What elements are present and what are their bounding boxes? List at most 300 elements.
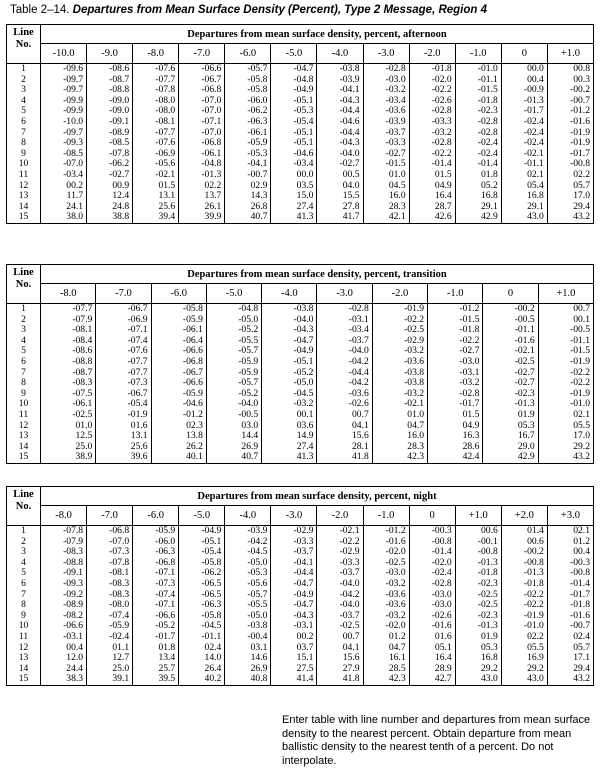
table-cell: -02.4 <box>523 115 544 127</box>
table-cell: -03.0 <box>385 567 406 579</box>
table-cell: 16.9 <box>527 652 544 664</box>
table-cell: 04.1 <box>351 419 369 431</box>
table-cell: -01.8 <box>570 599 590 611</box>
table-cell: 01.5 <box>158 179 176 191</box>
table-cell: -07.4 <box>109 609 130 621</box>
table-cell: 25.0 <box>75 440 93 452</box>
table-cell: 01.2 <box>573 535 590 547</box>
table-cell: -03.9 <box>339 73 360 85</box>
table-cell: -08.8 <box>63 556 84 568</box>
table-cell: -00.8 <box>431 535 452 547</box>
table-cell: 29.0 <box>517 440 535 452</box>
table-cell: -04.1 <box>293 556 314 568</box>
table-cell: -05.9 <box>109 620 130 632</box>
table-cell: -02.5 <box>385 556 406 568</box>
table-cell: 29.2 <box>480 662 498 674</box>
table-cell: -02.8 <box>477 126 498 138</box>
table-cell: -02.7 <box>109 168 130 180</box>
table-cell: -08.3 <box>109 577 130 589</box>
table-cell: 01.5 <box>434 168 452 180</box>
table-cell: -09.6 <box>63 63 84 74</box>
table-cell: -04.9 <box>293 84 314 96</box>
column-header: -6.0 <box>225 44 271 64</box>
table-cell: 01.1 <box>112 641 130 653</box>
table-cell: 29.1 <box>527 200 544 212</box>
table-cell: 24.1 <box>66 200 84 212</box>
table-cell: 28.9 <box>434 662 452 674</box>
table-cell: -08.4 <box>72 334 93 346</box>
line-number: 3 <box>21 324 26 336</box>
table-cell: -05.8 <box>247 73 268 85</box>
table-cell: -06.7 <box>127 387 148 399</box>
table-cell: -04.8 <box>238 303 259 314</box>
table-cell: -06.6 <box>201 63 222 74</box>
table-cell: -02.5 <box>404 324 425 336</box>
table-cell: -01.9 <box>127 408 148 420</box>
table-cell: 14.3 <box>250 190 268 202</box>
table-cell: -02.9 <box>293 525 314 536</box>
table-cell: -02.4 <box>523 126 544 138</box>
table-cell: 17.0 <box>573 190 590 202</box>
table-cell: 04.5 <box>388 179 406 191</box>
table-cell: -03.8 <box>404 377 425 389</box>
table-cell: -00.2 <box>570 84 590 96</box>
table-cell: -02.1 <box>523 147 544 159</box>
data-column <box>87 64 133 224</box>
table-cell: -07.0 <box>201 94 222 106</box>
table-cell: -03.8 <box>404 366 425 378</box>
table-cell: -04.7 <box>293 577 314 589</box>
table-cell: -07.1 <box>201 115 222 127</box>
column-header: -3.0 <box>271 506 317 526</box>
data-column <box>87 526 133 686</box>
table-cell: 40.7 <box>241 451 259 463</box>
table-cell: -05.8 <box>247 84 268 96</box>
table-cell: -03.6 <box>385 588 406 600</box>
table-cell: -01.0 <box>523 620 544 632</box>
table-cell: -08.8 <box>109 84 130 96</box>
table-cell: -08.7 <box>109 73 130 85</box>
line-number: 12 <box>18 419 29 431</box>
table-cell: -03.7 <box>339 609 360 621</box>
column-header: -4.0 <box>225 506 271 526</box>
table-cell: -00.8 <box>477 546 498 558</box>
table-cell: -01.4 <box>570 577 590 589</box>
line-number: 12 <box>18 179 29 191</box>
column-header: -10.0 <box>41 44 87 64</box>
table-cell: -10.0 <box>63 115 84 127</box>
column-header: +2.0 <box>501 506 547 526</box>
table-cell: -03.4 <box>348 324 369 336</box>
table-cell: -03.1 <box>459 366 480 378</box>
table-cell: -03.1 <box>293 620 314 632</box>
column-header: -4.0 <box>262 284 317 304</box>
table-cell: -01.3 <box>477 556 498 568</box>
table-cell: 15.6 <box>342 652 360 664</box>
table-cell: 26.1 <box>204 200 222 212</box>
table-cell: -02.3 <box>477 609 498 621</box>
line-number: 11 <box>18 408 29 420</box>
table-cell: -00.8 <box>523 556 544 568</box>
table-cell: -08.1 <box>155 115 176 127</box>
table-cell: 00.8 <box>573 63 590 74</box>
table-cell: 25.0 <box>112 662 130 674</box>
data-column <box>538 304 593 464</box>
data-column <box>455 526 501 686</box>
table-cell: -02.4 <box>477 147 498 159</box>
table-cell: 13.7 <box>204 190 222 202</box>
table-cell: 40.8 <box>250 673 268 685</box>
data-column <box>501 64 547 224</box>
table-cell: -05.4 <box>293 115 314 127</box>
table-cell: 01.6 <box>434 630 452 642</box>
table-cell: 00.2 <box>296 630 314 642</box>
table-cell: -00.5 <box>570 324 590 336</box>
table-cell: -00.3 <box>431 525 452 536</box>
table-cell: -04.0 <box>238 398 259 410</box>
table-cell: -02.5 <box>477 599 498 611</box>
table-cell: -02.4 <box>109 630 130 642</box>
table-cell: 00.4 <box>527 73 544 85</box>
section-heading: Departures from mean surface density, percent, afternoon <box>41 25 594 44</box>
table-cell: -03.3 <box>431 115 452 127</box>
table-cell: -06.1 <box>182 324 203 336</box>
table-cell: 01.8 <box>480 168 498 180</box>
line-number: 2 <box>21 535 26 547</box>
line-number-column <box>7 526 41 686</box>
table-cell: -01.2 <box>182 408 203 420</box>
table-cell: 05.1 <box>434 641 452 653</box>
table-cell: 43.2 <box>573 673 590 685</box>
table-cell: -01.7 <box>459 398 480 410</box>
table-cell: -07.1 <box>155 599 176 611</box>
table-cell: -02.1 <box>404 398 425 410</box>
table-cell: 00.1 <box>296 408 314 420</box>
table-cell: -05.3 <box>247 147 268 159</box>
table-cell: 01.5 <box>462 408 480 420</box>
table-cell: -05.7 <box>238 345 259 357</box>
table-cell: 17.1 <box>573 652 590 664</box>
column-header: -2.0 <box>317 506 363 526</box>
table-cell: -01.1 <box>514 324 535 336</box>
data-column <box>133 526 179 686</box>
table-cell: 41.8 <box>342 673 360 685</box>
table-cell: -04.5 <box>247 546 268 558</box>
table-cell: -04.2 <box>247 535 268 547</box>
line-number: 1 <box>21 303 26 314</box>
data-column <box>41 526 87 686</box>
table-cell: 42.9 <box>480 211 498 223</box>
table-cell: -07.9 <box>63 535 84 547</box>
table-block-night <box>6 486 594 686</box>
table-cell: -03.7 <box>339 567 360 579</box>
table-cell: 02.1 <box>527 168 544 180</box>
table-cell: -05.9 <box>247 137 268 149</box>
table-cell: -02.3 <box>477 577 498 589</box>
column-header: +3.0 <box>547 506 593 526</box>
table-cell: -07.1 <box>127 324 148 336</box>
table-cell: -05.6 <box>155 158 176 170</box>
line-number: 2 <box>21 73 26 85</box>
column-header: -6.0 <box>133 506 179 526</box>
table-cell: -01.9 <box>570 387 590 399</box>
table-cell: -05.6 <box>247 577 268 589</box>
table-cell: -05.2 <box>238 324 259 336</box>
table-cell: 16.0 <box>388 190 406 202</box>
table-cell: -06.9 <box>127 313 148 325</box>
table-cell: -03.6 <box>404 355 425 367</box>
column-header: -8.0 <box>41 506 87 526</box>
table-cell: 05.3 <box>480 641 498 653</box>
table-cell: -01.7 <box>155 630 176 642</box>
table-cell: -02.5 <box>339 620 360 632</box>
table-cell: -06.3 <box>247 115 268 127</box>
table-cell: -02.7 <box>339 158 360 170</box>
table-cell: -05.3 <box>293 105 314 117</box>
table-cell: -04.4 <box>293 567 314 579</box>
line-number: 4 <box>21 556 26 568</box>
table-cell: 40.1 <box>186 451 203 463</box>
table-cell: 40.2 <box>204 673 222 685</box>
table-cell: -01.9 <box>570 126 590 138</box>
table-number: Table 2–14. <box>10 4 70 16</box>
table-cell: -02.2 <box>431 84 452 96</box>
table-cell: -02.6 <box>348 398 369 410</box>
line-number: 11 <box>18 630 29 642</box>
table-cell: -01.1 <box>570 334 590 346</box>
table-cell: 00.3 <box>573 73 590 85</box>
table-cell: -04.7 <box>293 599 314 611</box>
line-number: 13 <box>18 430 29 442</box>
table-cell: -01.6 <box>431 620 452 632</box>
table-cell: -00.7 <box>570 620 590 632</box>
table-cell: 01.2 <box>388 630 406 642</box>
table-cell: 12.4 <box>112 190 130 202</box>
column-header: -7.0 <box>179 44 225 64</box>
table-cell: -07.8 <box>155 84 176 96</box>
column-header: -9.0 <box>87 44 133 64</box>
table-cell: 42.1 <box>388 211 406 223</box>
line-number: 4 <box>21 94 26 106</box>
table-cell: -08.0 <box>109 599 130 611</box>
table-cell: -02.8 <box>385 63 406 74</box>
table-cell: -04.7 <box>293 63 314 74</box>
table-cell: 04.9 <box>462 419 480 431</box>
table-cell: -05.2 <box>155 620 176 632</box>
table-cell: -03.7 <box>293 546 314 558</box>
table-cell: 00.0 <box>527 63 544 74</box>
line-number: 3 <box>21 546 26 558</box>
table-cell: -03.8 <box>293 303 314 314</box>
table-cell: 13.1 <box>158 190 176 202</box>
table-cell: -00.9 <box>523 84 544 96</box>
table-cell: -06.8 <box>155 556 176 568</box>
table-cell: 00.6 <box>480 525 498 536</box>
table-cell: 29.1 <box>480 200 498 212</box>
line-number: 6 <box>21 115 26 127</box>
table-cell: -01.9 <box>570 355 590 367</box>
table-cell: -04.7 <box>293 334 314 346</box>
line-number: 8 <box>21 377 26 389</box>
table-cell: -03.0 <box>459 355 480 367</box>
table-cell: -03.2 <box>385 609 406 621</box>
data-column <box>271 526 317 686</box>
column-header: -1.0 <box>455 44 501 64</box>
table-cell: -02.9 <box>404 334 425 346</box>
line-number-column <box>7 304 41 464</box>
line-number: 5 <box>21 567 26 579</box>
table-cell: 13.1 <box>130 430 148 442</box>
table-cell: 16.8 <box>480 652 498 664</box>
table-cell: -02.3 <box>477 105 498 117</box>
table-cell: -02.4 <box>477 137 498 149</box>
column-header: +1.0 <box>547 44 593 64</box>
table-cell: 14.9 <box>296 430 314 442</box>
data-column <box>225 64 271 224</box>
table-cell: -08.9 <box>109 126 130 138</box>
line-number: 8 <box>21 137 26 149</box>
table-cell: 42.9 <box>517 451 535 463</box>
column-header: 0 <box>409 506 455 526</box>
table-cell: -08.3 <box>63 546 84 558</box>
table-cell: -04.6 <box>293 147 314 159</box>
line-number: 9 <box>21 387 26 399</box>
table-cell: 13.4 <box>158 652 176 664</box>
table-cell: -03.2 <box>404 345 425 357</box>
table-cell: -03.9 <box>385 115 406 127</box>
table-cell: -04.2 <box>348 355 369 367</box>
table-cell: 01.0 <box>407 408 425 420</box>
table-cell: -01.8 <box>523 577 544 589</box>
table-cell: 42.3 <box>407 451 425 463</box>
column-header: 0 <box>501 44 547 64</box>
table-cell: 28.1 <box>351 440 369 452</box>
data-column <box>363 526 409 686</box>
table-cell: -08.8 <box>72 355 93 367</box>
data-column <box>271 64 317 224</box>
table-cell: -03.8 <box>247 620 268 632</box>
table-cell: -04.1 <box>339 84 360 96</box>
table-cell: 25.6 <box>158 200 176 212</box>
table-cell: -04.0 <box>348 345 369 357</box>
table-cell: 13.8 <box>186 430 203 442</box>
table-cell: 27.9 <box>342 662 360 674</box>
table-cell: -02.8 <box>431 105 452 117</box>
table-cell: 00.7 <box>573 303 590 314</box>
table-cell: 05.5 <box>573 419 590 431</box>
table-cell: 15.1 <box>296 652 314 664</box>
table-cell: 38.8 <box>112 211 130 223</box>
line-number: 5 <box>21 345 26 357</box>
table-cell: -04.3 <box>339 137 360 149</box>
table-cell: -07.1 <box>155 567 176 579</box>
line-number: 3 <box>21 84 26 96</box>
table-cell: -03.3 <box>339 556 360 568</box>
table-cell: -00.1 <box>477 535 498 547</box>
column-header: -8.0 <box>133 44 179 64</box>
table-cell: -03.0 <box>431 588 452 600</box>
table-cell: -05.0 <box>247 609 268 621</box>
table-cell: -00.8 <box>570 158 590 170</box>
table-cell: 02.1 <box>573 525 590 536</box>
table-cell: 04.0 <box>342 179 360 191</box>
table-cell: 14.4 <box>241 430 259 442</box>
table-cell: -04.3 <box>293 324 314 336</box>
table-cell: -05.1 <box>293 355 314 367</box>
table-cell: -02.5 <box>72 408 93 420</box>
table-cell: -09.3 <box>63 137 84 149</box>
line-number: 14 <box>18 440 29 452</box>
table-cell: 02.2 <box>204 179 222 191</box>
table-cell: -03.3 <box>293 535 314 547</box>
table-cell: -03.8 <box>339 63 360 74</box>
table-cell: 01.6 <box>130 419 148 431</box>
table-cell: -04.1 <box>247 158 268 170</box>
table-cell: -03.2 <box>293 398 314 410</box>
data-column <box>262 304 317 464</box>
data-column <box>363 64 409 224</box>
table-cell: 29.4 <box>573 200 590 212</box>
table-cell: -00.4 <box>247 630 268 642</box>
table-cell: 40.7 <box>250 211 268 223</box>
table-cell: -04.9 <box>293 588 314 600</box>
table-cell: -00.2 <box>514 303 535 314</box>
column-header: -2.0 <box>372 284 427 304</box>
line-number: 14 <box>18 662 29 674</box>
table-cell: -07.7 <box>127 355 148 367</box>
table-cell: -07.7 <box>155 73 176 85</box>
table-cell: -09.9 <box>63 105 84 117</box>
table-cell: -06.2 <box>247 105 268 117</box>
table-cell: -01.0 <box>570 398 590 410</box>
table-cell: -08.6 <box>72 345 93 357</box>
table-cell: 16.8 <box>480 190 498 202</box>
line-number: 1 <box>21 63 26 74</box>
line-number: 6 <box>21 577 26 589</box>
table-cell: -07.6 <box>155 137 176 149</box>
table-cell: -01.5 <box>477 84 498 96</box>
line-number: 14 <box>18 200 29 212</box>
table-cell: -07.4 <box>155 588 176 600</box>
table-cell: -08.0 <box>155 105 176 117</box>
data-column <box>547 64 593 224</box>
table-cell: -06.4 <box>182 334 203 346</box>
table-cell: -01.6 <box>570 609 590 621</box>
table-cell: -02.2 <box>570 377 590 389</box>
data-column <box>179 64 225 224</box>
table-cell: 43.2 <box>573 211 590 223</box>
table-cell: -03.2 <box>459 377 480 389</box>
table-cell: -02.2 <box>431 147 452 159</box>
table-cell: -07.0 <box>201 105 222 117</box>
table-cell: -08.3 <box>72 377 93 389</box>
data-column <box>501 526 547 686</box>
line-number: 7 <box>21 126 26 138</box>
table-cell: -02.5 <box>514 355 535 367</box>
table-cell: -01.8 <box>477 94 498 106</box>
section-heading: Departures from mean surface density, percent, transition <box>41 265 594 284</box>
table-cell: -00.2 <box>523 546 544 558</box>
column-header: -2.0 <box>409 44 455 64</box>
table-cell: -06.0 <box>155 535 176 547</box>
table-cell: 26.8 <box>250 200 268 212</box>
table-cell: -02.2 <box>523 588 544 600</box>
table-cell: 14.0 <box>204 652 222 664</box>
table-cell: 24.4 <box>66 662 84 674</box>
table-cell: -07.7 <box>72 303 93 314</box>
table-cell: 43.0 <box>480 673 498 685</box>
table-cell: -09.1 <box>63 567 84 579</box>
